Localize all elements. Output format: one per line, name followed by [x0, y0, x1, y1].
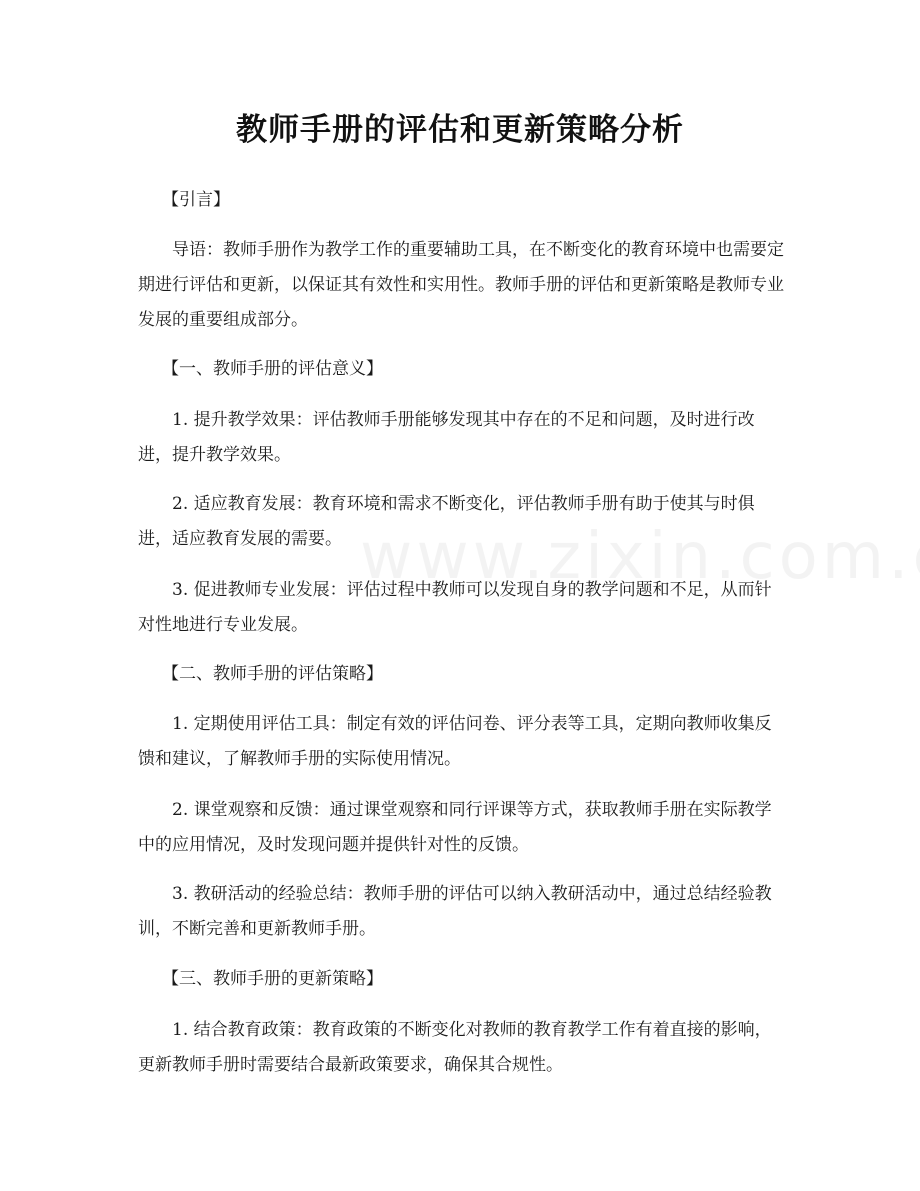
section-3-item-1: 1. 结合教育政策：教育政策的不断变化对教师的教育教学工作有着直接的影响，更新教师手册时需要结合最新政策要求，确保其合规性。 [138, 1020, 772, 1075]
intro-heading: 【引言】 [162, 190, 230, 210]
section-1-item-3: 3. 促进教师专业发展：评估过程中教师可以发现自身的教学问题和不足，从而针对性地进行专业发展。 [138, 580, 772, 635]
section-1-heading: 【一、教师手册的评估意义】 [162, 359, 383, 379]
section-1-item-2: 2. 适应教育发展：教育环境和需求不断变化，评估教师手册有助于使其与时俱进，适应教育发展的需要。 [138, 494, 755, 549]
section-3-heading: 【三、教师手册的更新策略】 [162, 969, 383, 989]
page-title: 教师手册的评估和更新策略分析 [236, 112, 684, 148]
section-2-heading: 【二、教师手册的评估策略】 [162, 664, 383, 684]
section-2-item-2: 2. 课堂观察和反馈：通过课堂观察和同行评课等方式，获取教师手册在实际教学中的应用情况，及时发现问题并提供针对性的反馈。 [138, 800, 772, 855]
section-2-item-1: 1. 定期使用评估工具：制定有效的评估问卷、评分表等工具，定期向教师收集反馈和建议，了解教师手册的实际使用情况。 [138, 714, 772, 769]
intro-paragraph: 导语：教师手册作为教学工作的重要辅助工具，在不断变化的教育环境中也需要定期进行评估和更新，以保证其有效性和实用性。教师手册的评估和更新策略是教师专业发展的重要组成部分。 [138, 240, 784, 330]
section-2-item-3: 3. 教研活动的经验总结：教师手册的评估可以纳入教研活动中，通过总结经验教训，不断完善和更新教师手册。 [138, 884, 772, 939]
section-1-item-1: 1. 提升教学效果：评估教师手册能够发现其中存在的不足和问题，及时进行改进，提升教学效果。 [138, 410, 755, 465]
